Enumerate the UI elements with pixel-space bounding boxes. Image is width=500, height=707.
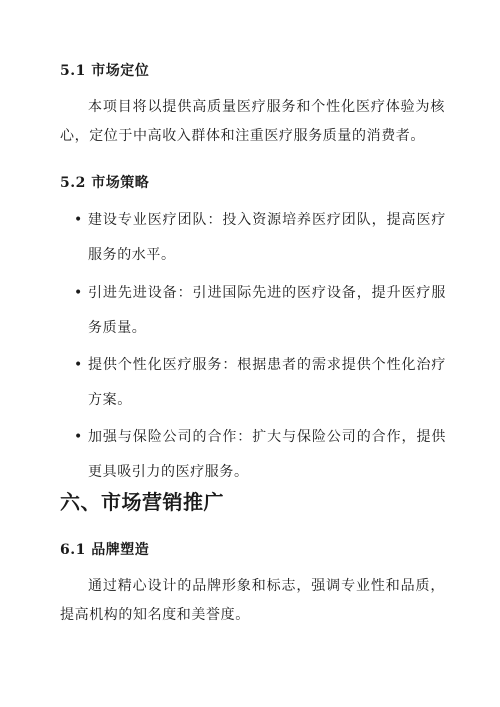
bullet-marker: • [74,285,83,301]
paragraph-brand-building: 通过精心设计的品牌形象和标志，强调专业性和品质，提高机构的知名度和美誉度。 [60,578,445,623]
list-item: 引进先进设备：引进国际先进的医疗设备，提升医疗服务质量。 [88,285,446,336]
section-heading-5-1: 5.1 市场定位 [60,63,150,79]
bullet-marker: • [74,357,83,373]
bullet-marker: • [74,212,83,228]
list-item: 建设专业医疗团队：投入资源培养医疗团队，提高医疗服务的水平。 [88,212,446,263]
section-heading-6-1: 6.1 品牌塑造 [60,542,150,558]
list-item: 加强与保险公司的合作：扩大与保险公司的合作，提供更具吸引力的医疗服务。 [88,429,446,480]
paragraph-market-positioning: 本项目将以提供高质量医疗服务和个性化医疗体验为核心，定位于中高收入群体和注重医疗服务质量的消费者。 [60,99,445,144]
bullet-marker: • [74,429,83,445]
chapter-heading-6: 六、市场营销推广 [60,490,224,514]
list-item: 提供个性化医疗服务：根据患者的需求提供个性化治疗方案。 [88,357,446,408]
section-heading-5-2: 5.2 市场策略 [60,175,150,191]
